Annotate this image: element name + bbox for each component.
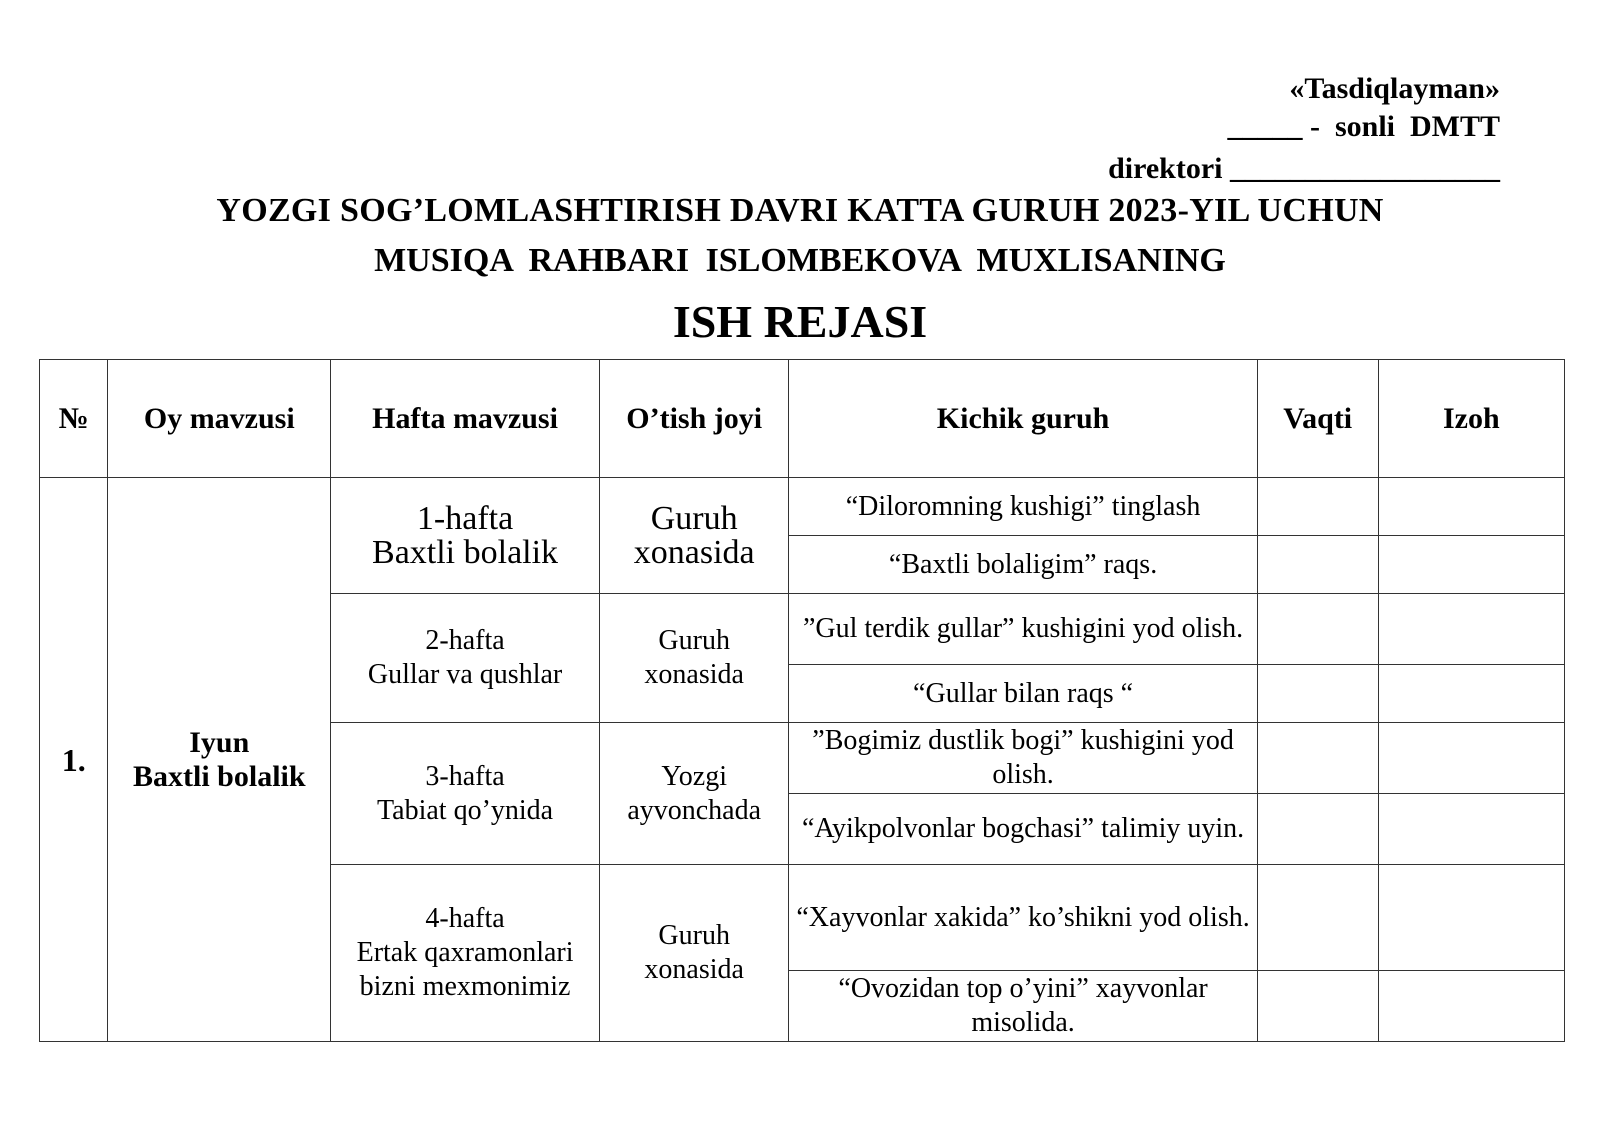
header-week-theme: Hafta mavzusi [331,360,600,478]
week-label: 3-hafta [425,760,505,792]
note-cell [1378,665,1564,723]
note-cell [1378,478,1564,536]
time-cell [1257,865,1378,971]
note-cell [1378,971,1564,1042]
time-cell [1257,536,1378,594]
activity-cell: “Gullar bilan raqs “ [789,665,1257,723]
time-cell [1257,723,1378,794]
week-cell [331,594,600,723]
table-row [40,478,1565,536]
activity-cell: ”Gul terdik gullar” kushigini yod olish. [789,594,1257,665]
heading-line-2: MUSIQA RAHBARI ISLOMBEKOVA MUXLISANING [374,242,1226,279]
activity-cell: “Baxtli bolaligim” raqs. [789,536,1257,594]
week-theme: Ertak qaxramonlari bizni mexmonimiz [356,937,574,1002]
week-theme: Tabiat qo’ynida [377,794,554,826]
month-theme: Baxtli bolalik [133,759,306,793]
week-theme: Baxtli bolalik [372,533,559,571]
week-label: 1-hafta [416,499,514,537]
table-header-row [40,360,1565,478]
row-number: 1. [40,478,108,1042]
month-cell [108,478,331,1042]
note-cell [1378,594,1564,665]
week-cell [331,723,600,865]
work-plan-table [39,359,1565,1042]
note-cell [1378,794,1564,865]
note-cell [1378,865,1564,971]
place-cell: Guruh xonasida [600,478,789,594]
header-time: Vaqti [1257,360,1378,478]
approval-block [1108,70,1500,188]
page-title: ISH REJASI [672,296,928,347]
activity-cell: “Diloromning kushigi” tinglash [789,478,1257,536]
approval-title: «Tasdiqlayman» [1289,72,1500,105]
activity-cell: ”Bogimiz dustlik bogi” kushigini yod olish. [789,723,1257,794]
header-place: O’tish joyi [600,360,789,478]
week-cell [331,478,600,594]
place-cell: Guruh xonasida [600,594,789,723]
time-cell [1257,594,1378,665]
activity-cell: “Xayvonlar xakida” ko’shikni yod olish. [789,865,1257,971]
activity-cell: “Ovozidan top o’yini” xayvonlar misolida. [789,971,1257,1042]
month-name: Iyun [189,725,250,759]
header-number: № [40,360,108,478]
time-cell [1257,665,1378,723]
time-cell [1257,794,1378,865]
week-theme: Gullar va qushlar [367,659,563,690]
week-label: 4-hafta [425,903,505,934]
approval-school-line: _____ - sonli DMTT [1227,110,1500,143]
place-cell: Yozgi ayvonchada [600,723,789,865]
header-note: Izoh [1378,360,1564,478]
week-cell [331,865,600,1042]
week-label: 2-hafta [425,625,505,656]
time-cell [1257,478,1378,536]
header-month-theme: Oy mavzusi [108,360,331,478]
activity-cell: “Ayikpolvonlar bogchasi” talimiy uyin. [789,794,1257,865]
heading-line-1: YOZGI SOG’LOMLASHTIRISH DAVRI KATTA GURUH 2023-YIL UCHUN [216,192,1384,229]
place-cell: Guruh xonasida [600,865,789,1042]
approval-director-line: direktori __________________ [1108,152,1500,185]
note-cell [1378,723,1564,794]
header-small-group: Kichik guruh [789,360,1257,478]
time-cell [1257,971,1378,1042]
note-cell [1378,536,1564,594]
